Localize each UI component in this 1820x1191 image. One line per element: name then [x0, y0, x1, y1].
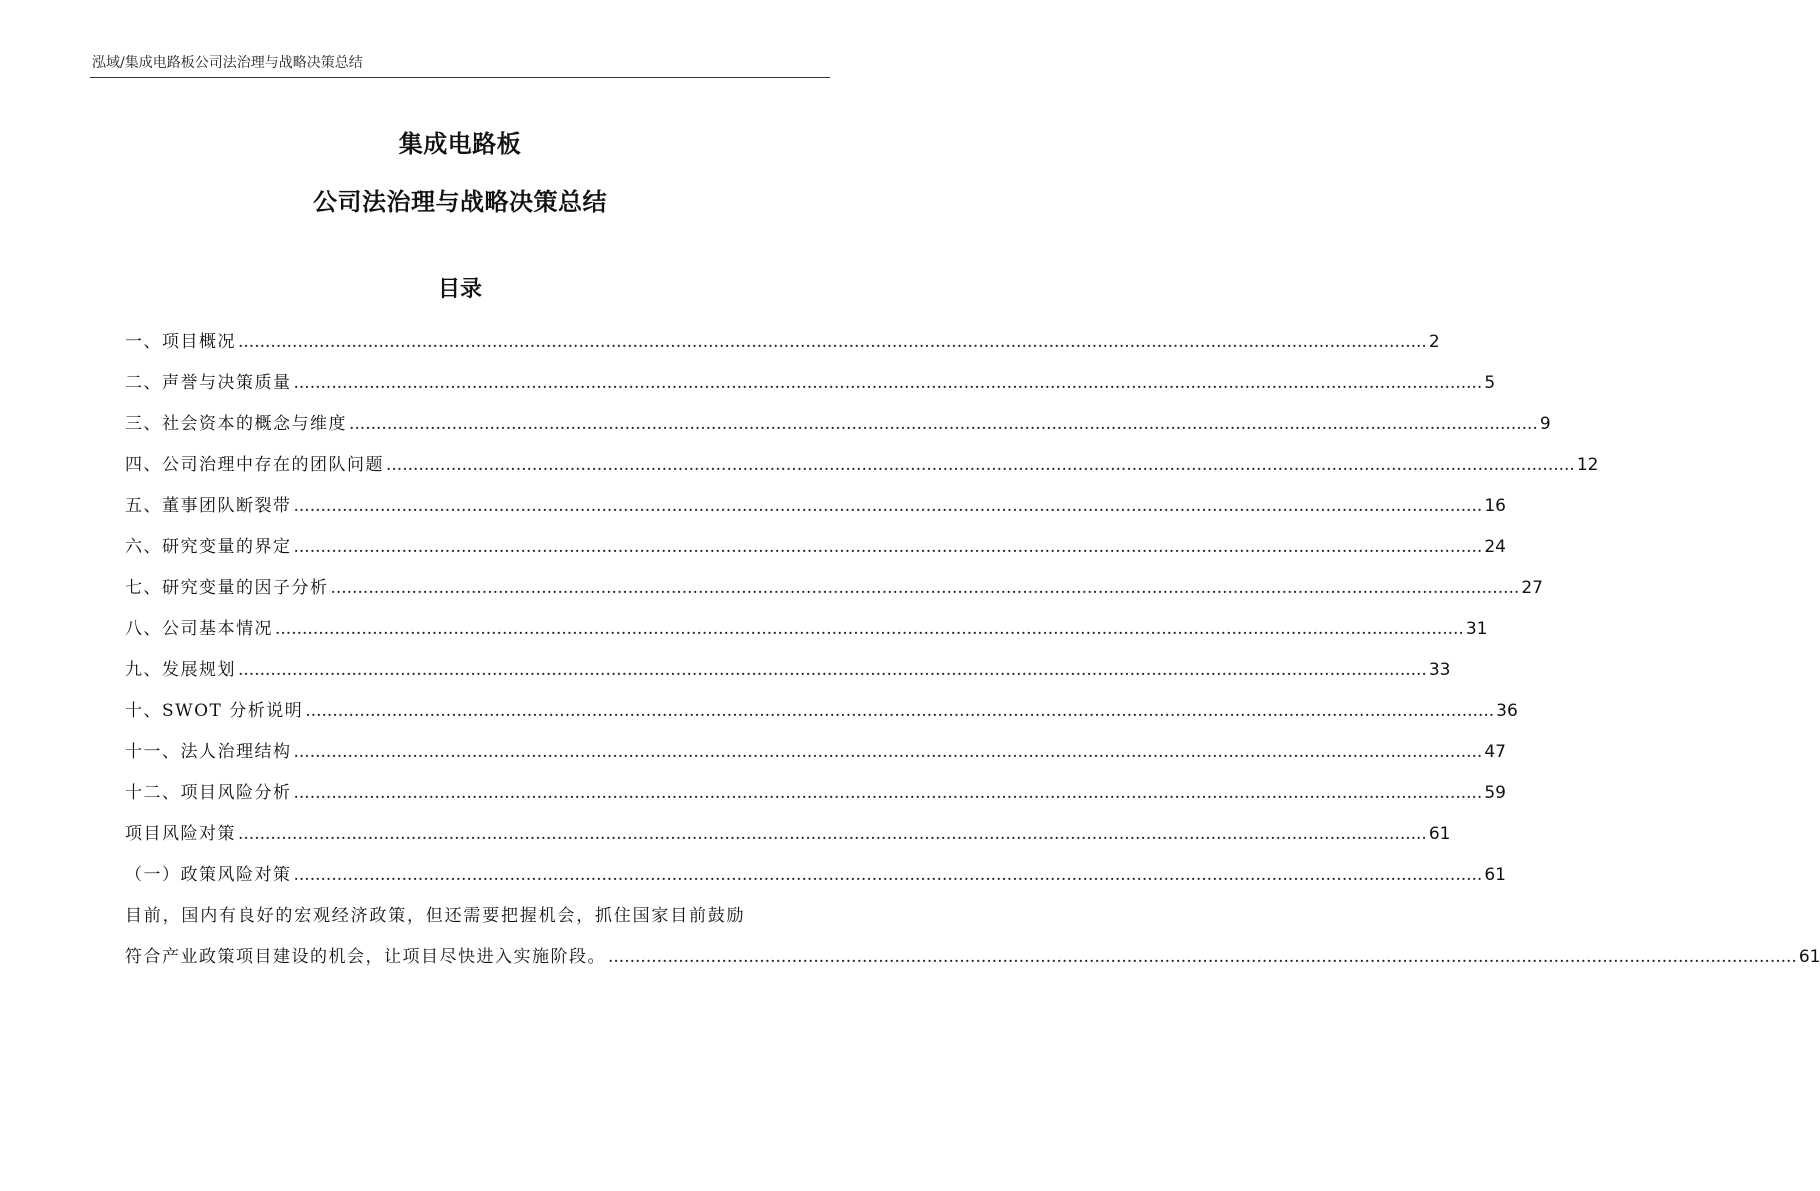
toc-entry-label: 公司基本情况 [162, 619, 273, 639]
running-header: 泓域/集成电路板公司法治理与战略决策总结 [92, 55, 363, 71]
toc-paragraph-line2: 符合产业政策项目建设的机会，让项目尽快进入实施阶段。 [125, 947, 606, 967]
toc-entry-number: 四、 [125, 455, 162, 475]
toc-entry[interactable] [125, 732, 1506, 773]
toc-entry[interactable] [125, 527, 1506, 568]
toc-entry-label: 研究变量的界定 [162, 537, 292, 557]
toc-entry-page: 47 [1484, 742, 1506, 762]
toc-entry-number: 十、 [125, 701, 162, 721]
toc-entry-page: 27 [1521, 578, 1543, 598]
document-title-line2: 公司法治理与战略决策总结 [313, 188, 607, 216]
toc-entry[interactable] [125, 691, 1518, 732]
toc-entry-page: 2 [1428, 332, 1440, 352]
toc-subentry[interactable] [125, 814, 1451, 855]
toc-entry[interactable] [125, 568, 1543, 609]
toc-paragraph-line1: 目前，国内有良好的宏观经济政策，但还需要把握机会，抓住国家目前鼓励 [125, 906, 746, 926]
toc-subentry-page: 61 [1484, 865, 1506, 885]
toc-entry-number: 十二、 [125, 783, 181, 803]
toc-entry-label: 项目概况 [162, 332, 236, 352]
header-divider [90, 77, 830, 78]
toc-leader-dots: ............................................................................................................................................................................................................................ [275, 619, 1464, 639]
toc-leader-dots: ............................................................................................................................................................................................................................ [238, 824, 1427, 844]
toc-entry[interactable] [125, 609, 1488, 650]
toc-entry-number: 六、 [125, 537, 162, 557]
toc-entry[interactable] [125, 322, 1440, 363]
toc-subentry-label: （一）政策风险对策 [125, 865, 292, 885]
toc-entry[interactable] [125, 363, 1496, 404]
toc-leader-dots: ............................................................................................................................................................................................................................ [238, 332, 1427, 352]
toc-entry-label: 项目风险分析 [180, 783, 292, 803]
toc-entry-number: 三、 [125, 414, 162, 434]
toc-leader-dots: ............................................................................................................................................................................................................................ [608, 947, 1797, 967]
toc-entry[interactable] [125, 650, 1451, 691]
toc-entry-label: 公司治理中存在的团队问题 [162, 455, 384, 475]
toc-leader-dots: ............................................................................................................................................................................................................................ [293, 496, 1483, 516]
toc-entry-label: 法人治理结构 [180, 742, 292, 762]
toc-leader-dots: ............................................................................................................................................................................................................................ [386, 455, 1575, 475]
toc-entry-page: 9 [1539, 414, 1551, 434]
table-of-contents [125, 322, 1820, 978]
toc-paragraph-page: 61 [1798, 947, 1820, 967]
toc-entry-number: 七、 [125, 578, 162, 598]
toc-heading: 目录 [437, 277, 482, 302]
toc-entry-number: 二、 [125, 373, 162, 393]
toc-subentry-label: 项目风险对策 [125, 824, 236, 844]
toc-entry-label: 研究变量的因子分析 [162, 578, 329, 598]
toc-leader-dots: ............................................................................................................................................................................................................................ [293, 783, 1483, 803]
toc-entry-label: 发展规划 [162, 660, 236, 680]
toc-entry[interactable] [125, 445, 1599, 486]
toc-leader-dots: ............................................................................................................................................................................................................................ [238, 660, 1427, 680]
toc-entry-page: 31 [1465, 619, 1488, 639]
toc-entry-page: 12 [1576, 455, 1599, 475]
toc-entry-label: 社会资本的概念与维度 [162, 414, 347, 434]
toc-paragraph-entry[interactable] [125, 937, 1820, 978]
toc-subentry[interactable] [125, 855, 1506, 896]
toc-entry-label: 声誉与决策质量 [162, 373, 292, 393]
toc-entry-page: 5 [1484, 373, 1496, 393]
toc-leader-dots: ............................................................................................................................................................................................................................ [305, 701, 1495, 721]
toc-entry[interactable] [125, 404, 1551, 445]
toc-entry-number: 八、 [125, 619, 162, 639]
toc-leader-dots: ............................................................................................................................................................................................................................ [330, 578, 1520, 598]
toc-leader-dots: ............................................................................................................................................................................................................................ [293, 742, 1483, 762]
document-title-line1: 集成电路板 [398, 130, 522, 158]
toc-entry-page: 16 [1484, 496, 1506, 516]
toc-entry-label: SWOT 分析说明 [162, 701, 304, 721]
toc-entry-label: 董事团队断裂带 [162, 496, 292, 516]
toc-entry-page: 36 [1496, 701, 1518, 721]
toc-entry-page: 59 [1484, 783, 1506, 803]
toc-subentry-page: 61 [1428, 824, 1451, 844]
toc-leader-dots: ............................................................................................................................................................................................................................ [293, 865, 1483, 885]
toc-entry-number: 九、 [125, 660, 162, 680]
toc-entry[interactable] [125, 486, 1506, 527]
toc-entry[interactable] [125, 773, 1506, 814]
toc-leader-dots: ............................................................................................................................................................................................................................ [293, 537, 1483, 557]
toc-entry-number: 五、 [125, 496, 162, 516]
toc-entry-number: 十一、 [125, 742, 181, 762]
toc-leader-dots: ............................................................................................................................................................................................................................ [349, 414, 1538, 434]
toc-leader-dots: ............................................................................................................................................................................................................................ [293, 373, 1483, 393]
toc-entry-page: 24 [1484, 537, 1506, 557]
toc-entry-page: 33 [1428, 660, 1451, 680]
toc-entry-number: 一、 [125, 332, 162, 352]
